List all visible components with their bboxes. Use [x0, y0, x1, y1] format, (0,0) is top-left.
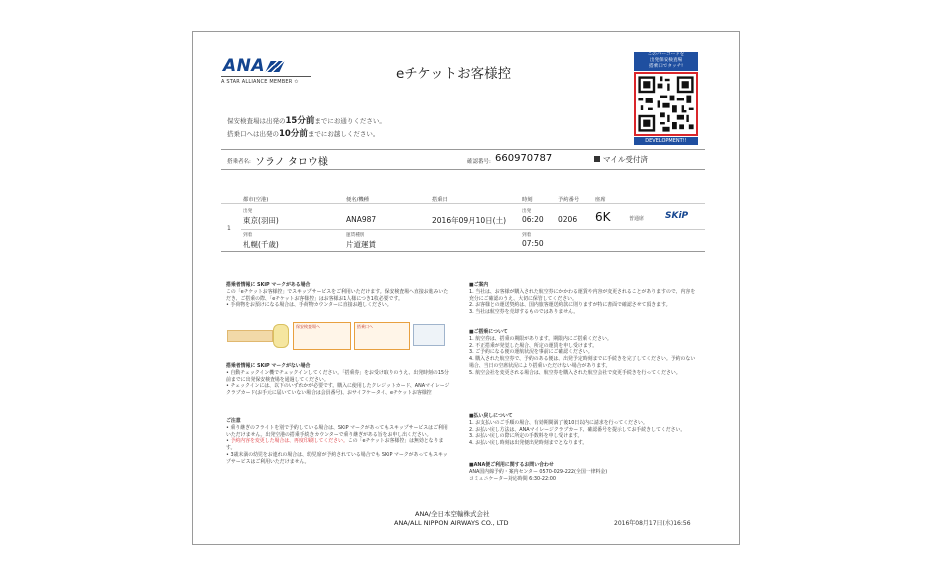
contact-section [469, 462, 699, 482]
contact-line-2: コミュニケーター対応時間 6:30-22:00 [469, 475, 556, 482]
qr-banner-line1: このバーコードを [647, 52, 685, 57]
skip-section-body: この「eチケットお客様控」でスキップサービスをご利用いただけます。保安検査場へ直接お進みいただき、ご搭乗の際、「eチケットお客様控」はお客様お1人様につき1枚必要です。 [226, 288, 449, 302]
no-skip-item-2: • チェックインには、以下のいずれかが必要です。購入に使用したクレジットカード、ANAマイレージクラブカード(お手元に届いていない場合は会員番号)、おサイフケータイ、eチケットお客様控 [226, 383, 450, 397]
caution-item-3: • 3歳未満の幼児をお連れの場合は、幼児席が予約されている場合でも SKiP マークがあってもスキップサービスはご利用いただけません。 [226, 451, 448, 465]
ana-logo-text: ANA [223, 56, 266, 76]
arrive-time: 07:50 [522, 239, 544, 248]
boarding-item-3: 3. ご予約になる便の運航状況を事前にご確認ください。 [469, 349, 593, 356]
no-skip-item-1: • 自動チェックイン機でチェックインしてください。「搭乗券」をお受け取りのうえ、出発時刻の15分前までに出発保安検査場を通過してください。 [226, 369, 449, 383]
col-header-time: 時刻 [522, 197, 533, 203]
arrive-label: 到着 [243, 233, 253, 238]
security-notice: 保安検査場は出発の15分前までにお通りください。 [227, 116, 386, 126]
qr-banner-line3: 搭乗口でタッチ! [649, 64, 683, 69]
star-alliance-label: A STAR ALLIANCE MEMBER ✩ [221, 79, 299, 85]
contact-line-1: ANA国内線予約・案内センター 0570-029-222(全国一律料金) [469, 468, 608, 475]
ana-logo [223, 56, 303, 76]
boarding-section [469, 329, 699, 377]
boarding-title: ■ご搭乗について [469, 329, 508, 335]
refund-item-4: 4. お払い戻し時刻は出発便出発時刻までとなります。 [469, 440, 588, 447]
guidance-title: ■ご案内 [469, 282, 489, 288]
skip-logo: SKiP [665, 211, 689, 221]
guidance-section [469, 282, 699, 316]
mile-status-label: マイル受付済 [603, 155, 648, 164]
caution-item-1: • 乗り継ぎのフライトを別で予約している場合は、SKiP マークがあってもスキップサービスはご利用いただけません。出発空港の搭乗手続きカウンターで乗り継ぎがある旨をお申し出ください。 [226, 424, 448, 438]
table-divider [221, 203, 705, 204]
ana-logo-stripe-icon [265, 61, 284, 72]
gate-minutes: 10分前 [279, 129, 308, 139]
divider [221, 169, 705, 170]
skip-section-note: • 手荷物をお預けになる場合は、手荷物カウンターに直接お越しください。 [226, 302, 392, 309]
passenger-name: ソラノ タロウ様 [255, 157, 328, 168]
depart-time-label: 出発 [522, 209, 532, 214]
depart-label: 出発 [243, 209, 253, 214]
fare-type-label: 運賃種別 [346, 233, 365, 238]
boarding-item-5: 5. 航空会社を変更される場合は、航空券を購入された航空会社で変更手続きを行ってください。 [469, 369, 681, 376]
contact-title: ■ANA便ご利用に関するお問い合わせ [469, 462, 554, 468]
no-skip-section-title: 搭乗者情報に SKiP マークがない場合 [226, 363, 311, 369]
guidance-item-2: 2. お客様との運送契約は、国内旅客運送約款に則りますが特に書面で確認させて頂きます。 [469, 302, 671, 309]
boarding-item-4: 4. 購入された航空券で、予約のある便は、出発予定時刻までに手続きを完了してください。予約のない場合、当日の空席状況により搭乗いただけない場合があります。 [469, 356, 696, 369]
mile-status-icon [594, 156, 600, 162]
depart-city: 東京(羽田) [243, 216, 279, 225]
seat-number: 6K [595, 210, 611, 224]
guidance-item-3: 3. 当社は航空券を売却するものではありません。 [469, 309, 579, 316]
col-header-city: 都市(空港) [243, 197, 269, 203]
qr-instruction-banner [634, 52, 698, 71]
refund-item-2: 2. お払い戻し方法は、ANAマイレージクラブカード、確認番号を提示してお手続きしてください。 [469, 426, 686, 433]
no-skip-info-section [226, 363, 452, 397]
caution-item-2: • 予約内容を変更した場合は、再度印刷してください。この「eチケットお客様控」は無効となります。 [226, 438, 444, 452]
security-gate-label: 保安検査場へ [296, 324, 320, 329]
guidance-item-1: 1. 当社は、お客様が購入された航空券にかかわる運賃や内容が変更されることがありますので、内容を充分にご確認のうえ、大切に保管してください。 [469, 288, 696, 302]
divider [221, 149, 705, 150]
refund-item-1: 1. お支払いのご手順の場合、有効期間満了後10日以内に請求を行ってください。 [469, 419, 648, 426]
divider [221, 251, 705, 252]
company-name-jp: ANA/全日本空輸株式会社 [415, 510, 490, 518]
qr-code-frame [634, 72, 698, 136]
confirmation-number: 660970787 [495, 153, 553, 164]
walk-arrow-icon [227, 330, 273, 342]
fare-type: 片道運賃 [346, 240, 376, 249]
depart-time: 06:20 [522, 215, 544, 224]
page-title: eチケットお客様控 [396, 66, 512, 82]
col-header-flight: 便名/機種 [346, 197, 369, 203]
table-divider [241, 229, 705, 230]
boarding-item-2: 2. 不正搭乗が発覚した場合、所定の運賃を申し受けます。 [469, 342, 598, 349]
refund-item-3: 3. お払い戻しの際に所定の手数料を申し受けます。 [469, 433, 583, 440]
arrive-city: 札幌(千歳) [243, 240, 279, 249]
security-minutes: 15分前 [285, 116, 315, 126]
col-header-date: 搭乗日 [432, 197, 448, 203]
arrive-time-label: 到着 [522, 233, 532, 238]
row-number: 1 [227, 225, 231, 232]
reservation-number: 0206 [558, 215, 578, 224]
caution-section-title: ご注意 [226, 418, 241, 424]
skip-info-section [226, 282, 452, 309]
gate-notice: 搭乗口へは出発の10分前までにお越しください。 [227, 129, 380, 139]
print-date: 2016年08月17日(水)16:56 [614, 520, 691, 527]
qr-development-label: DEVELOPMENT!! [634, 137, 698, 145]
flight-number: ANA987 [346, 215, 377, 224]
refund-section [469, 413, 699, 447]
gate-reader-icon [413, 324, 445, 346]
refund-title: ■払い戻しについて [469, 413, 513, 419]
col-header-seat: 座席 [595, 197, 606, 203]
skip-section-title: 搭乗者情報に SKiP マークがある場合 [226, 282, 311, 288]
seat-class: 普通席 [629, 216, 645, 222]
passenger-figure-icon [273, 324, 289, 348]
qr-code-icon [636, 74, 696, 134]
logo-divider [221, 76, 311, 77]
caution-section [226, 418, 452, 466]
col-header-reservation: 予約番号 [558, 197, 580, 203]
e-ticket-document [192, 31, 740, 545]
qr-banner-line2: 出発保安検査場 [649, 58, 683, 63]
boarding-item-1: 1. 航空券は、搭乗の期限があります。期限内にご搭乗ください。 [469, 335, 612, 342]
boarding-gate-illustration [354, 322, 410, 350]
passenger-name-label: 搭乗者名: [227, 159, 251, 165]
confirmation-label: 確認番号: [467, 159, 491, 165]
flight-date: 2016年09月10日(土) [432, 216, 507, 225]
boarding-gate-label: 搭乗口へ [357, 324, 373, 329]
company-name-en: ANA/ALL NIPPON AIRWAYS CO., LTD [394, 519, 509, 527]
security-gate-illustration [293, 322, 351, 350]
